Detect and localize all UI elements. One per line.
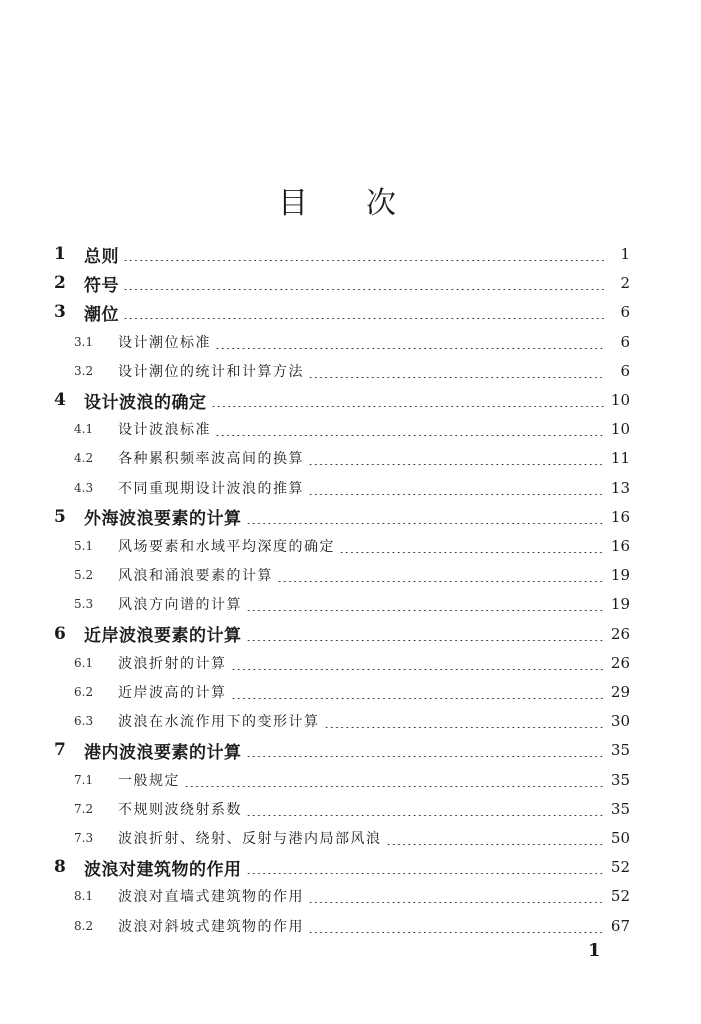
toc-section-row xyxy=(52,884,630,908)
dot-leader xyxy=(308,481,604,495)
toc-entry-title: 外海波浪要素的计算 xyxy=(84,509,242,530)
toc-section-row xyxy=(52,592,630,616)
toc-entry-number: 3.2 xyxy=(74,363,94,378)
dot-leader xyxy=(231,685,605,699)
toc-entry-page: 16 xyxy=(610,507,630,526)
dot-leader xyxy=(123,247,604,261)
dot-leader xyxy=(246,510,605,524)
toc-entry-title: 风浪方向谱的计算 xyxy=(118,597,242,614)
toc-entry-page: 35 xyxy=(610,770,630,789)
toc-entry-page: 19 xyxy=(610,595,630,614)
dot-leader xyxy=(246,597,604,611)
toc-entry-page: 16 xyxy=(610,537,630,555)
dot-leader xyxy=(184,773,604,787)
dot-leader xyxy=(277,568,604,582)
toc-entry-number: 6.2 xyxy=(74,685,94,699)
toc-section-row xyxy=(52,330,630,354)
toc-section-row xyxy=(52,417,630,441)
toc-entry-page: 30 xyxy=(610,712,630,731)
toc-section-row xyxy=(52,914,630,938)
toc-section-row xyxy=(52,446,630,470)
toc-entry-page: 50 xyxy=(610,829,630,847)
toc-entry-number: 4.2 xyxy=(74,451,94,466)
toc-entry-page: 26 xyxy=(610,624,630,643)
toc-section-row xyxy=(52,680,630,704)
toc-entry-title: 波浪在水流作用下的变形计算 xyxy=(118,714,320,731)
toc-entry-title: 波浪折射、绕射、反射与港内局部风浪 xyxy=(118,831,382,847)
toc-section-row xyxy=(52,476,630,500)
toc-entry-page: 35 xyxy=(610,799,630,818)
toc-section-row xyxy=(52,709,630,733)
toc-entry-title: 符号 xyxy=(84,275,119,296)
dot-leader xyxy=(211,393,605,407)
dot-leader xyxy=(215,335,604,349)
toc-entry-page: 67 xyxy=(610,916,630,935)
toc-entry-title: 设计潮位标准 xyxy=(118,334,211,351)
toc-entry-title: 波浪对斜坡式建筑物的作用 xyxy=(118,918,304,935)
toc-entry-title: 波浪折射的计算 xyxy=(118,655,227,672)
toc-entry-number: 7 xyxy=(54,740,66,761)
toc-entry-page: 13 xyxy=(610,478,630,497)
toc-section-row xyxy=(52,797,630,821)
toc-chapter-row xyxy=(52,855,630,879)
toc-entry-number: 6 xyxy=(54,623,66,644)
dot-leader xyxy=(246,627,605,641)
toc-entry-number: 7.2 xyxy=(74,801,94,816)
toc-entry-number: 8.2 xyxy=(74,918,94,933)
toc-entry-title: 各种累积频率波高间的换算 xyxy=(118,451,304,468)
toc-entry-number: 4.3 xyxy=(74,480,94,495)
dot-leader xyxy=(308,919,604,933)
toc-entry-page: 52 xyxy=(610,858,630,877)
toc-entry-number: 5.1 xyxy=(74,539,94,553)
toc-entry-page: 6 xyxy=(620,332,630,351)
toc-entry-page: 1 xyxy=(620,245,630,263)
toc-entry-number: 5 xyxy=(54,506,66,527)
toc-entry-number: 3.1 xyxy=(74,334,94,349)
toc-entry-title: 潮位 xyxy=(84,304,119,325)
toc-entry-title: 设计波浪的确定 xyxy=(84,392,207,413)
toc-entry-title: 近岸波高的计算 xyxy=(118,685,227,701)
toc-section-row xyxy=(52,651,630,675)
toc-entry-title: 波浪对建筑物的作用 xyxy=(84,859,242,880)
toc-section-row xyxy=(52,768,630,792)
toc-chapter-row xyxy=(52,388,630,412)
toc-entry-title: 近岸波浪要素的计算 xyxy=(84,626,242,647)
dot-leader xyxy=(308,889,604,903)
toc-heading-right: 次 xyxy=(366,186,396,221)
toc-entry-page: 10 xyxy=(610,391,630,409)
toc-chapter-row xyxy=(52,622,630,646)
toc-heading-left: 目 xyxy=(278,186,308,221)
toc-entry-page: 29 xyxy=(610,683,630,701)
toc-entry-number: 7.3 xyxy=(74,831,94,845)
dot-leader xyxy=(386,831,605,845)
toc-section-row xyxy=(52,359,630,383)
toc-entry-number: 4.1 xyxy=(74,422,94,437)
toc-entry-number: 8.1 xyxy=(74,889,94,904)
dot-leader xyxy=(308,451,604,465)
toc-entry-page: 6 xyxy=(620,303,630,322)
dot-leader xyxy=(123,276,604,290)
toc-chapter-row xyxy=(52,505,630,529)
toc-entry-number: 2 xyxy=(54,273,66,294)
page-number: 1 xyxy=(588,940,601,961)
toc-entry-title: 风浪和涌浪要素的计算 xyxy=(118,568,273,585)
toc-entry-title: 一般规定 xyxy=(118,772,180,789)
toc-entry-title: 波浪对直墙式建筑物的作用 xyxy=(118,889,304,906)
toc-entry-number: 6.3 xyxy=(74,714,94,729)
toc-chapter-row xyxy=(52,271,630,295)
toc-entry-page: 11 xyxy=(610,449,630,468)
dot-leader xyxy=(246,802,604,816)
toc-entry-number: 5.2 xyxy=(74,568,94,583)
toc-entry-title: 总则 xyxy=(84,246,119,267)
toc-entry-title: 不规则波绕射系数 xyxy=(118,801,242,818)
toc-chapter-row xyxy=(52,300,630,324)
toc-entry-page: 10 xyxy=(610,420,630,439)
toc-entry-number: 4 xyxy=(54,390,66,410)
dot-leader xyxy=(308,364,604,378)
toc-entry-page: 35 xyxy=(610,741,630,760)
toc-entry-page: 52 xyxy=(610,887,630,906)
toc-entry-page: 2 xyxy=(620,274,630,293)
toc-entry-title: 设计潮位的统计和计算方法 xyxy=(118,363,304,380)
toc-entry-title: 设计波浪标准 xyxy=(118,422,211,439)
toc-entry-page: 6 xyxy=(620,361,630,380)
toc-entry-page: 19 xyxy=(610,566,630,585)
dot-leader xyxy=(231,656,605,670)
dot-leader xyxy=(246,860,605,874)
dot-leader xyxy=(339,539,604,553)
toc-entry-number: 6.1 xyxy=(74,655,94,670)
toc-entry-title: 不同重现期设计波浪的推算 xyxy=(118,480,304,497)
toc-entry-number: 5.3 xyxy=(74,597,94,612)
toc-entry-title: 港内波浪要素的计算 xyxy=(84,742,242,763)
toc-section-row xyxy=(52,826,630,850)
toc-chapter-row xyxy=(52,738,630,762)
toc-section-row xyxy=(52,563,630,587)
dot-leader xyxy=(324,714,605,728)
toc-chapter-row xyxy=(52,242,630,266)
toc-entry-number: 7.1 xyxy=(74,772,94,787)
dot-leader xyxy=(123,305,604,319)
dot-leader xyxy=(215,422,604,436)
toc-entry-number: 1 xyxy=(54,244,66,264)
toc-section-row xyxy=(52,534,630,558)
toc-entry-number: 3 xyxy=(54,302,66,323)
toc-entry-page: 26 xyxy=(610,653,630,672)
toc-entry-title: 风场要素和水域平均深度的确定 xyxy=(118,539,335,555)
dot-leader xyxy=(246,743,605,757)
toc-entry-number: 8 xyxy=(54,857,66,878)
